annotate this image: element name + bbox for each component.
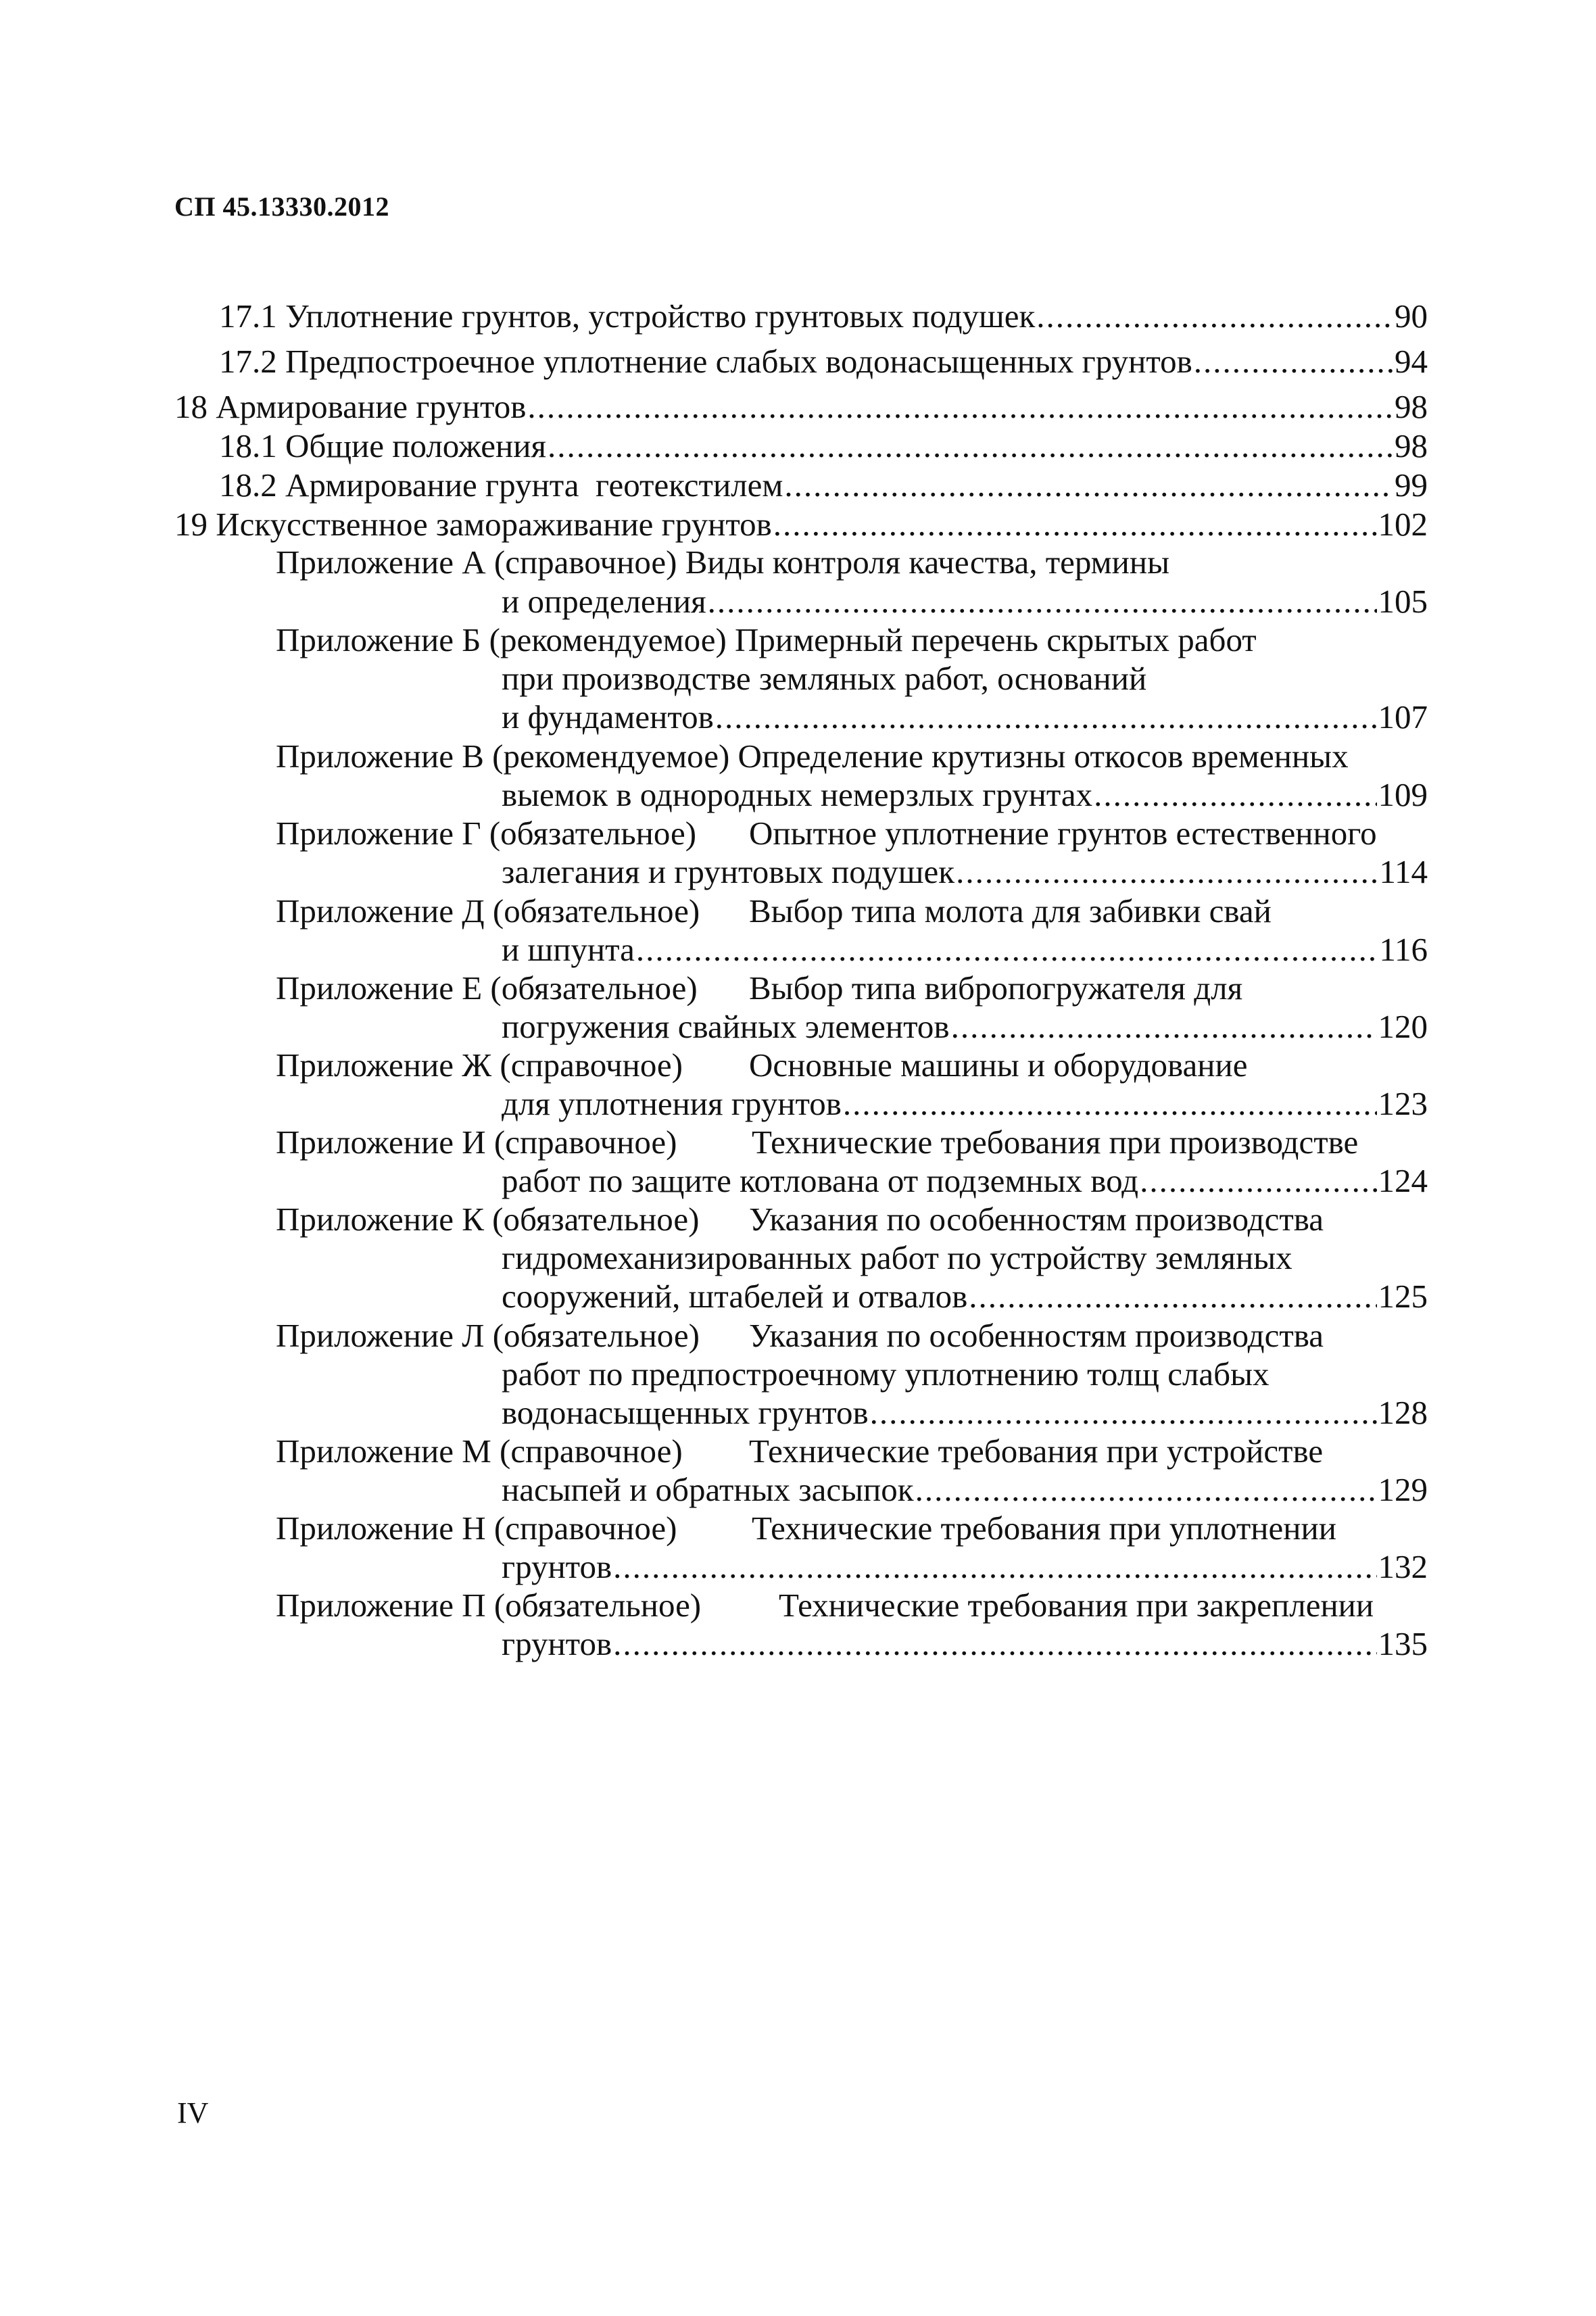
toc-entry-18[interactable] [174, 387, 1428, 427]
dot-leader [613, 1624, 1376, 1664]
dot-leader [1036, 296, 1393, 337]
toc-appendix-g-last[interactable] [502, 852, 1428, 892]
dot-leader [708, 581, 1377, 622]
toc-appendix-e-last[interactable] [502, 1007, 1428, 1047]
toc-appendix-p-last[interactable] [502, 1624, 1428, 1664]
toc-entry-title: насыпей и обратных засыпок [502, 1471, 914, 1508]
dot-leader [1140, 1161, 1376, 1201]
toc-appendix-i-title[interactable]: Технические требования при производстве [752, 1124, 1359, 1161]
toc-page-number: 132 [1378, 1548, 1428, 1585]
dot-leader [843, 1084, 1377, 1124]
dot-leader [951, 1007, 1377, 1047]
toc-entry-title: и фундаментов [502, 698, 714, 735]
toc-page-number: 98 [1395, 388, 1428, 425]
dot-leader [548, 426, 1393, 466]
toc-appendix-p-title[interactable]: Технические требования при закреплении [779, 1587, 1374, 1624]
document-code: СП 45.13330.2012 [174, 191, 389, 222]
toc-page-number: 125 [1378, 1278, 1428, 1315]
toc-page-number: 135 [1378, 1625, 1428, 1662]
toc-page-number: 120 [1378, 1008, 1428, 1045]
toc-appendix-zh-label[interactable]: Приложение Ж (справочное) [276, 1046, 683, 1084]
toc-entry-title: 19 Искусственное замораживание грунтов [174, 506, 772, 543]
toc-appendix-e-label[interactable]: Приложение Е (обязательное) [276, 969, 698, 1007]
toc-entry-18-2[interactable] [219, 465, 1428, 506]
toc-entry-title: грунтов [502, 1548, 612, 1585]
toc-page-number: 129 [1378, 1471, 1428, 1508]
dot-leader [773, 504, 1377, 545]
toc-entry-title: и определения [502, 583, 706, 620]
toc-appendix-k-label[interactable]: Приложение К (обязательное) [276, 1201, 700, 1238]
toc-entry-title: 18 Армирование грунтов [174, 388, 527, 425]
dot-leader [784, 465, 1393, 506]
dot-leader [915, 1470, 1377, 1510]
dot-leader [636, 930, 1378, 970]
toc-appendix-k-continuation: гидромеханизированных работ по устройству земляных [502, 1239, 1292, 1276]
toc-appendix-k-last[interactable] [502, 1276, 1428, 1317]
toc-appendix-m-label[interactable]: Приложение М (справочное) [276, 1432, 683, 1470]
dot-leader [715, 697, 1377, 738]
toc-appendix-p-label[interactable]: Приложение П (обязательное) [276, 1587, 702, 1624]
toc-appendix-l-last[interactable] [502, 1393, 1428, 1433]
toc-appendix-v-last[interactable] [502, 775, 1428, 815]
toc-page-number: 109 [1378, 776, 1428, 813]
toc-appendix-g-title[interactable]: Опытное уплотнение грунтов естественного [749, 815, 1377, 852]
toc-appendix-m-last[interactable] [502, 1470, 1428, 1510]
toc-page-number: 102 [1378, 506, 1428, 543]
toc-entry-title: 17.1 Уплотнение грунтов, устройство грунтовых подушек [219, 297, 1036, 335]
toc-entry-17-1[interactable] [219, 296, 1428, 337]
toc-appendix-k-title[interactable]: Указания по особенностям производства [749, 1201, 1324, 1238]
dot-leader [527, 387, 1393, 427]
toc-appendix-b-continuation: при производстве земляных работ, оснований [502, 660, 1147, 697]
toc-entry-title: водонасыщенных грунтов [502, 1394, 869, 1431]
dot-leader [956, 852, 1378, 892]
toc-entry-title: выемок в однородных немерзлых грунтах [502, 776, 1093, 813]
toc-appendix-n-last[interactable] [502, 1547, 1428, 1587]
toc-appendix-v-title[interactable]: Приложение В (рекомендуемое) Определение крутизны откосов временных [276, 738, 1349, 775]
toc-page-number: 94 [1395, 343, 1428, 380]
toc-entry-title: грунтов [502, 1625, 612, 1662]
toc-appendix-b-title[interactable]: Приложение Б (рекомендуемое) Примерный перечень скрытых работ [276, 621, 1257, 658]
toc-entry-title: залегания и грунтовых подушек [502, 853, 955, 890]
toc-entry-title: для уплотнения грунтов [502, 1085, 842, 1122]
toc-appendix-zh-last[interactable] [502, 1084, 1428, 1124]
toc-entry-title: 18.1 Общие положения [219, 427, 547, 464]
toc-appendix-i-label[interactable]: Приложение И (справочное) [276, 1124, 677, 1161]
dot-leader [1094, 775, 1376, 815]
toc-page-number: 105 [1378, 583, 1428, 620]
toc-appendix-l-label[interactable]: Приложение Л (обязательное) [276, 1317, 700, 1354]
toc-page-number: 128 [1378, 1394, 1428, 1431]
toc-appendix-a-last[interactable] [502, 581, 1428, 622]
dot-leader [969, 1276, 1376, 1317]
toc-page-number: 107 [1378, 698, 1428, 735]
dot-leader [1194, 341, 1393, 382]
toc-appendix-n-label[interactable]: Приложение Н (справочное) [276, 1510, 677, 1547]
toc-appendix-l-continuation: работ по предпостроечному уплотнению толщ слабых [502, 1355, 1269, 1393]
dot-leader [613, 1547, 1376, 1587]
toc-appendix-g-label[interactable]: Приложение Г (обязательное) [276, 815, 697, 852]
toc-appendix-n-title[interactable]: Технические требования при уплотнении [752, 1510, 1336, 1547]
toc-appendix-b-last[interactable] [502, 697, 1428, 738]
toc-page-number: 116 [1379, 931, 1428, 968]
toc-page-number: 123 [1378, 1085, 1428, 1122]
dot-leader [870, 1393, 1377, 1433]
toc-appendix-m-title[interactable]: Технические требования при устройстве [749, 1432, 1324, 1470]
toc-entry-title: 17.2 Предпостроечное уплотнение слабых водонасыщенных грунтов [219, 343, 1192, 380]
toc-appendix-d-title[interactable]: Выбор типа молота для забивки свай [749, 892, 1272, 930]
toc-appendix-d-label[interactable]: Приложение Д (обязательное) [276, 892, 700, 930]
toc-entry-17-2[interactable] [219, 341, 1428, 382]
toc-entry-18-1[interactable] [219, 426, 1428, 466]
toc-entry-title: 18.2 Армирование грунта геотекстилем [219, 466, 783, 504]
toc-appendix-a-title[interactable]: Приложение А (справочное) Виды контроля качества, термины [276, 544, 1170, 581]
toc-entry-title: работ по защите котлована от подземных вод [502, 1162, 1139, 1199]
toc-appendix-d-last[interactable] [502, 930, 1428, 970]
toc-entry-title: погружения свайных элементов [502, 1008, 950, 1045]
toc-page-number: 98 [1395, 427, 1428, 464]
toc-page-number: 99 [1395, 466, 1428, 504]
toc-appendix-i-last[interactable] [502, 1161, 1428, 1201]
toc-page-number: 90 [1395, 297, 1428, 335]
page-number: IV [177, 2096, 209, 2129]
toc-appendix-l-title[interactable]: Указания по особенностям производства [749, 1317, 1324, 1354]
toc-appendix-e-title[interactable]: Выбор типа вибропогружателя для [749, 969, 1243, 1007]
toc-entry-title: и шпунта [502, 931, 635, 968]
toc-entry-title: сооружений, штабелей и отвалов [502, 1278, 968, 1315]
toc-page-number: 114 [1379, 853, 1428, 890]
toc-appendix-zh-title[interactable]: Основные машины и оборудование [749, 1046, 1248, 1084]
toc-entry-19[interactable] [174, 504, 1428, 545]
toc-page-number: 124 [1378, 1162, 1428, 1199]
